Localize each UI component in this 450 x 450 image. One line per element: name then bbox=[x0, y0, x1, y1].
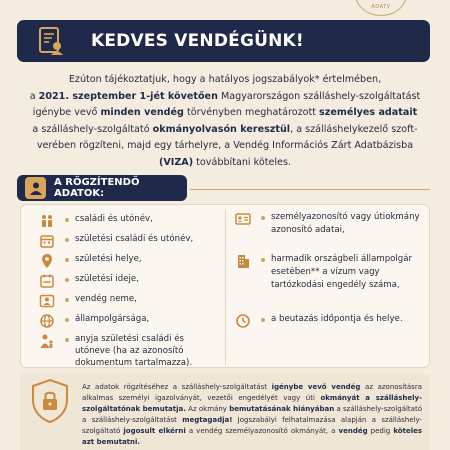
list-item bbox=[39, 313, 219, 329]
family-icon bbox=[39, 213, 55, 229]
building-icon bbox=[235, 253, 251, 269]
list-item bbox=[39, 213, 219, 229]
list-item bbox=[235, 211, 420, 237]
list-item bbox=[235, 313, 420, 329]
item-label: születési családi és utónév, bbox=[75, 234, 194, 244]
intro-line-6: (VIZA) továbbítani köteles. bbox=[158, 156, 292, 168]
item-label: családi és utónév, bbox=[75, 214, 153, 224]
intro-line-1: Ezúton tájékoztatjuk, hogy a hatályos jogszabályok* értelmében, bbox=[68, 74, 382, 85]
divider-line bbox=[190, 189, 430, 190]
notice-section bbox=[20, 374, 430, 450]
page-title: KEDVES VENDÉGÜNK! bbox=[91, 31, 304, 51]
section-header bbox=[17, 175, 187, 201]
notice-text: Az adatok rögzítéséhez a szálláshely-szolgáltatást igénybe vevő vendég az azonosításra alkalmas személyi igazolványát, vezetői engedélyét vagy úti okmányát a szálláshely-szolgáltatónak bemutatja. Az okmány bemutatásának hiányában a szálláshely-szolgáltató a szálláshely-szolgáltatást megtagadja! Jogszabályi felhatalmazása alapján a szálláshely-szolgáltató jogosult elkérni a vendég személyazonosító okmányát, a vendég pedig köteles azt bemutatni. bbox=[82, 383, 423, 446]
document-icon bbox=[35, 25, 67, 57]
header-banner bbox=[17, 20, 430, 62]
intro-line-3: igénybe vevő minden vendég törvényben meghatározott személyes adatait bbox=[32, 107, 418, 119]
location-pin-icon bbox=[39, 253, 55, 269]
seal-emblem bbox=[355, 0, 407, 16]
list-item bbox=[39, 333, 219, 369]
item-label: a beutazás időpontja és helye. bbox=[271, 314, 403, 324]
calendar-icon bbox=[39, 233, 55, 249]
column-divider bbox=[225, 209, 226, 365]
birthday-calendar-icon bbox=[39, 273, 55, 289]
intro-line-4: a szálláshely-szolgáltató okmányolvasón keresztül, a szálláshelykezelő szoft- bbox=[32, 123, 418, 135]
list-item bbox=[39, 233, 219, 249]
list-item bbox=[39, 293, 219, 309]
list-item bbox=[39, 253, 219, 269]
mother-icon bbox=[39, 333, 55, 349]
person-card-icon bbox=[39, 293, 55, 309]
clock-icon bbox=[235, 313, 251, 329]
shield-lock-icon bbox=[30, 378, 70, 424]
intro-line-5: verében rögzíteni, majd egy tárhelyre, a Vendég Információs Zárt Adatbázisba bbox=[36, 140, 414, 152]
item-label: állampolgársága, bbox=[75, 314, 150, 324]
globe-icon bbox=[39, 313, 55, 329]
list-item bbox=[235, 253, 420, 292]
data-list-card bbox=[20, 204, 430, 368]
person-icon bbox=[25, 177, 46, 199]
item-label: vendég neme, bbox=[75, 294, 137, 304]
intro-line-2: a 2021. szeptember 1-jét követően Magyarországon szálláshely-szolgáltatást bbox=[29, 90, 421, 102]
section-title: A RÖGZÍTENDŐ ADATOK: bbox=[54, 177, 140, 199]
seal-text: ADATV bbox=[371, 4, 391, 10]
item-label: születési ideje, bbox=[75, 274, 139, 284]
intro-paragraph bbox=[20, 72, 430, 172]
item-label: személyazonosító vagy útiokmány azonosító adatai, bbox=[271, 212, 420, 235]
item-label: harmadik országbeli állampolgár esetében** a vízum vagy tartózkodási engedély száma, bbox=[271, 254, 413, 290]
id-card-icon bbox=[235, 211, 251, 227]
item-label: anyja születési családi és utóneve (ha az azonosító dokumentum tartalmazza). bbox=[75, 334, 193, 368]
item-label: születési helye, bbox=[75, 254, 142, 264]
list-item bbox=[39, 273, 219, 289]
